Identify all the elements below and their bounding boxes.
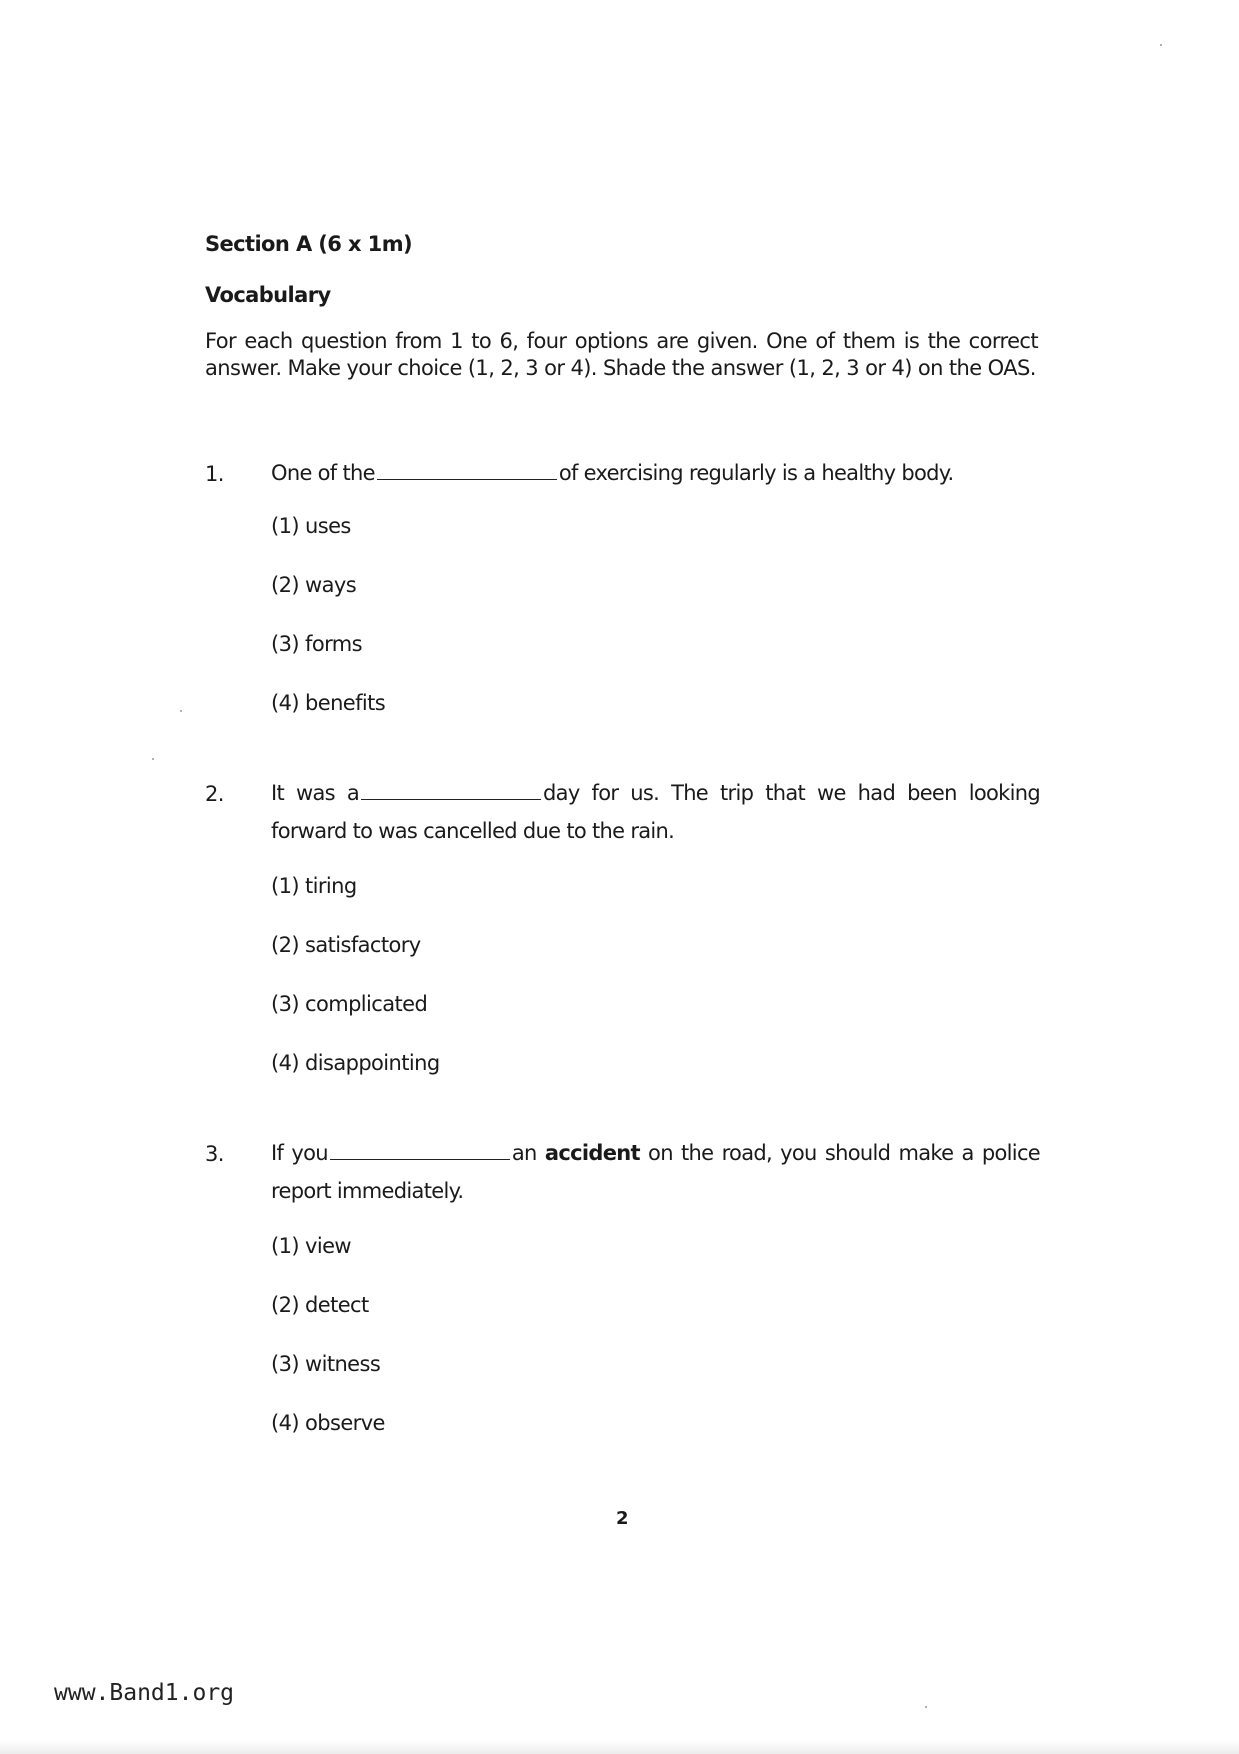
question-text-after-blank: of exercising regularly is a healthy body. xyxy=(558,461,954,485)
section-subtitle: Vocabulary xyxy=(205,283,331,307)
option-3: (3) complicated xyxy=(271,992,428,1016)
question-text-before-blank: It was a xyxy=(271,781,360,805)
page-number: 2 xyxy=(616,1508,629,1529)
option-2: (2) ways xyxy=(271,573,357,597)
answer-blank xyxy=(377,465,557,480)
option-list xyxy=(271,514,385,750)
scan-speck xyxy=(180,710,182,712)
question-text-before-blank: If you xyxy=(271,1141,328,1165)
question-text-before-blank: One of the xyxy=(271,461,375,485)
question-number: 2. xyxy=(205,782,224,806)
question-number: 3. xyxy=(205,1142,224,1166)
section-title: Section A (6 x 1m) xyxy=(205,232,412,256)
option-list xyxy=(271,874,440,1110)
option-1: (1) tiring xyxy=(271,874,357,898)
option-2: (2) detect xyxy=(271,1293,369,1317)
question-text-after-bold: on the road, you should make a police report immediately. xyxy=(271,1141,1041,1203)
option-4: (4) disappointing xyxy=(271,1051,440,1075)
question-number: 1. xyxy=(205,462,224,486)
instructions: For each question from 1 to 6, four options are given. One of them is the correct answer. Make your choice (1, 2, 3 or 4). Shade the answer (1, 2, 3 or 4) on the OAS. xyxy=(205,329,1038,380)
option-4: (4) benefits xyxy=(271,691,386,715)
emphasized-word: accident xyxy=(544,1141,640,1165)
option-1: (1) view xyxy=(271,1234,351,1258)
watermark: www.Band1.org xyxy=(54,1680,235,1706)
question-text-after-blank: an xyxy=(511,1141,537,1165)
scan-speck xyxy=(152,758,154,760)
scan-speck xyxy=(925,1706,927,1708)
question-text-after-blank: day for us. The trip that we had been looking forward to was cancelled due to the rain. xyxy=(271,781,1040,843)
question-text xyxy=(271,454,1040,492)
option-1: (1) uses xyxy=(271,514,351,538)
question-text xyxy=(271,1134,1040,1210)
answer-blank xyxy=(361,785,541,800)
option-3: (3) forms xyxy=(271,632,362,656)
answer-blank xyxy=(330,1145,510,1160)
option-4: (4) observe xyxy=(271,1411,385,1435)
scan-edge xyxy=(0,1740,1239,1754)
option-2: (2) satisfactory xyxy=(271,933,421,957)
question-text xyxy=(271,774,1040,850)
option-3: (3) witness xyxy=(271,1352,381,1376)
option-list xyxy=(271,1234,385,1470)
scan-speck xyxy=(1160,44,1162,46)
